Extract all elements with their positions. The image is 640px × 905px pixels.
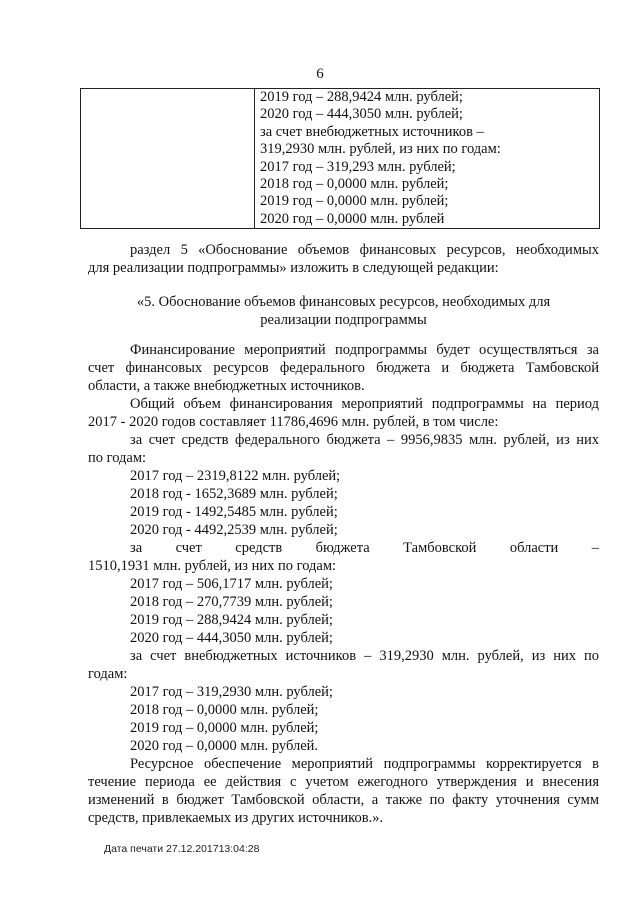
body-line: за счет средств федерального бюджета – 9956,9835 млн. рублей, из них xyxy=(130,432,599,448)
body-line: 2018 год - 1652,3689 млн. рублей; xyxy=(130,486,338,502)
table-line: 319,2930 млн. рублей, из них по годам: xyxy=(260,141,501,158)
body-line: 2020 год - 4492,2539 млн. рублей; xyxy=(130,522,338,538)
body-line: 1510,1931 млн. рублей, из них по годам: xyxy=(88,558,337,574)
table-line: за счет внебюджетных источников – xyxy=(260,123,484,140)
body-line: 2017 год – 506,1717 млн. рублей; xyxy=(130,576,333,592)
body-line: 2020 год – 0,0000 млн. рублей. xyxy=(130,738,319,754)
body-line: Общий объем финансирования мероприятий подпрограммы на период xyxy=(130,396,599,412)
table-line: 2018 год – 0,0000 млн. рублей; xyxy=(260,176,449,193)
section-heading: «5. Обоснование объемов финансовых ресурсов, необходимых для xyxy=(136,294,551,310)
table-row xyxy=(81,89,600,229)
page-number: 6 xyxy=(316,66,324,82)
table-right-cell xyxy=(255,89,600,229)
body-line: области, а также внебюджетных источников. xyxy=(88,378,365,394)
body-line: 2018 год – 0,0000 млн. рублей; xyxy=(130,702,319,718)
table-line: 2017 год – 319,293 млн. рублей; xyxy=(260,158,456,175)
body-line: раздел 5 «Обоснование объемов финансовых ресурсов, необходимых xyxy=(130,242,599,258)
body-line: счет финансовых ресурсов федерального бюджета и бюджета Тамбовской xyxy=(88,360,599,376)
body-line: 2019 год - 1492,5485 млн. рублей; xyxy=(130,504,338,520)
table-line: 2019 год – 288,9424 млн. рублей; xyxy=(260,89,463,105)
table-line: 2020 год – 0,0000 млн. рублей xyxy=(260,210,445,227)
body-line: годам: xyxy=(88,666,128,682)
body-line: для реализации подпрограммы» изложить в следующей редакции: xyxy=(88,260,499,276)
body-line: 2017 - 2020 годов составляет 11786,4696 млн. рублей, в том числе: xyxy=(88,414,499,430)
body-line: 2020 год – 444,3050 млн. рублей; xyxy=(130,630,333,646)
table-line: 2020 год – 444,3050 млн. рублей; xyxy=(260,106,463,123)
body-line: 2019 год – 0,0000 млн. рублей; xyxy=(130,720,319,736)
body-line: по годам: xyxy=(88,450,147,466)
body-line: Ресурсное обеспечение мероприятий подпрограммы корректируется в xyxy=(130,756,599,772)
body-line: средств, привлекаемых из других источников.». xyxy=(88,810,384,826)
print-date: Дата печати 27.12.201713:04:28 xyxy=(104,843,260,855)
body-line: 2018 год – 270,7739 млн. рублей; xyxy=(130,594,333,610)
body-line: 2019 год – 288,9424 млн. рублей; xyxy=(130,612,333,628)
section-heading: реализации подпрограммы xyxy=(260,312,427,328)
body-line: течение периода ее действия с учетом ежегодного утверждения и внесения xyxy=(88,774,599,790)
table-line: 2019 год – 0,0000 млн. рублей; xyxy=(260,193,449,210)
funding-table xyxy=(80,88,600,229)
body-line: изменений в бюджет Тамбовской области, а также по факту уточнения сумм xyxy=(88,792,599,808)
table-left-cell xyxy=(81,89,255,229)
body-line: за счет средств бюджета Тамбовской области – xyxy=(130,540,599,556)
body-line: за счет внебюджетных источников – 319,2930 млн. рублей, из них по xyxy=(130,648,599,664)
body-line: 2017 год – 2319,8122 млн. рублей; xyxy=(130,468,341,484)
body-line: Финансирование мероприятий подпрограммы будет осуществляться за xyxy=(130,342,599,358)
body-line: 2017 год – 319,2930 млн. рублей; xyxy=(130,684,333,700)
